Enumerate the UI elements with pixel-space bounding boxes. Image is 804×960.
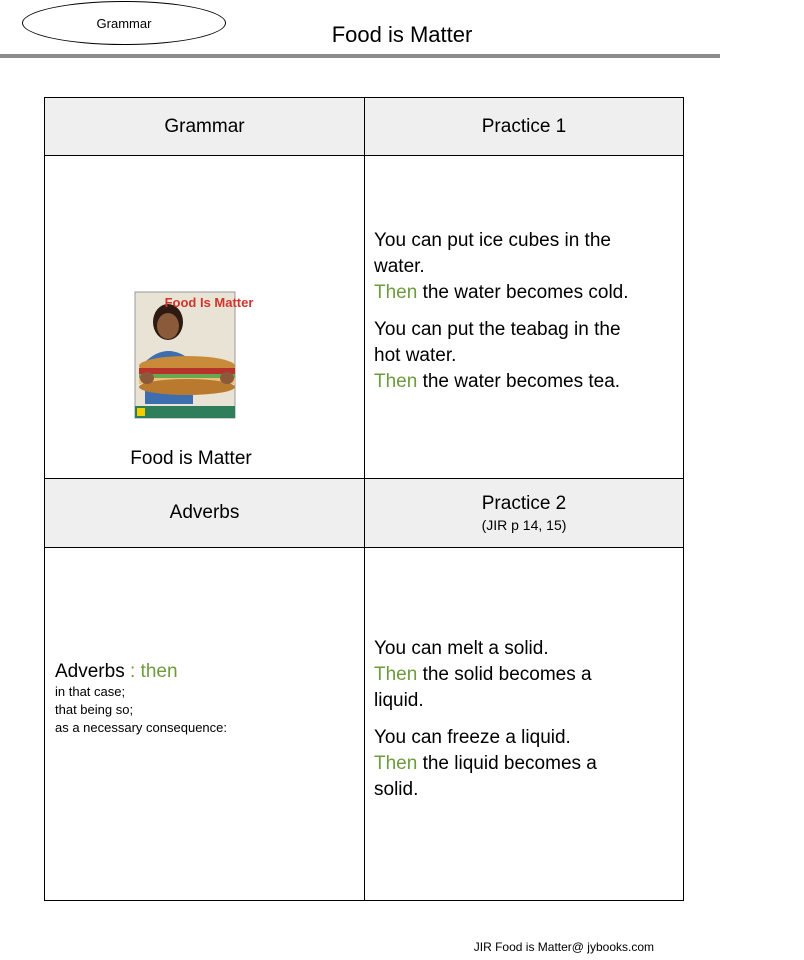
practice1-header-cell — [365, 98, 683, 155]
practice1-line1: You can put ice cubes in the — [374, 230, 611, 251]
practice1-text — [374, 228, 679, 405]
grammar-header-cell — [45, 98, 364, 155]
then-keyword: Then — [374, 664, 418, 685]
practice2-reference: (JIR p 14, 15) — [481, 517, 567, 533]
book-caption: Food is Matter — [130, 448, 252, 469]
row-divider — [45, 155, 683, 156]
adverbs-label: Adverbs — [55, 661, 125, 682]
practice2-line3: liquid. — [374, 690, 424, 711]
book-cover-image — [135, 292, 254, 418]
column-divider — [364, 98, 365, 900]
header-divider — [0, 54, 720, 58]
practice1-line3: the water becomes cold. — [417, 282, 629, 303]
row-divider — [45, 547, 683, 548]
book-cell — [45, 156, 364, 478]
grammar-tag-label: Grammar — [96, 15, 152, 31]
grammar-header-label: Grammar — [164, 115, 245, 137]
practice2-line4: You can freeze a liquid. — [374, 727, 571, 748]
adverbs-header-label: Adverbs — [169, 502, 240, 523]
page-title: Food is Matter — [331, 22, 473, 47]
footer-credit: JIR Food is Matter@ jybooks.com — [473, 940, 654, 954]
practice1-line5: hot water. — [374, 345, 457, 366]
adverb-word: then — [140, 661, 178, 682]
book-cover-title: Food Is Matter — [164, 295, 254, 310]
practice2-line1: You can melt a solid. — [374, 638, 549, 659]
practice1-header-label: Practice 1 — [481, 115, 567, 137]
then-keyword: Then — [374, 282, 418, 303]
practice2-header-label: Practice 2 — [481, 493, 567, 514]
then-keyword: Then — [374, 753, 418, 774]
practice1-line2: water. — [374, 256, 425, 277]
definition-line: that being so; — [55, 702, 134, 717]
lesson-table — [44, 97, 684, 901]
then-keyword: Then — [374, 371, 418, 392]
practice2-line5: the liquid becomes a — [417, 753, 597, 774]
practice2-line6: solid. — [374, 779, 419, 800]
adverbs-separator: : — [124, 661, 141, 682]
definition-line: in that case; — [55, 684, 126, 699]
practice1-line4: You can put the teabag in the — [374, 319, 621, 340]
practice2-text — [374, 636, 679, 813]
practice2-line2: the solid becomes a — [417, 664, 592, 685]
definition-line: as a necessary consequence: — [55, 720, 227, 735]
practice1-line6: the water becomes tea. — [417, 371, 621, 392]
practice2-header-cell — [365, 479, 683, 547]
row-divider — [45, 478, 683, 479]
adverbs-header-cell — [45, 479, 364, 547]
adverb-definition — [55, 661, 355, 737]
